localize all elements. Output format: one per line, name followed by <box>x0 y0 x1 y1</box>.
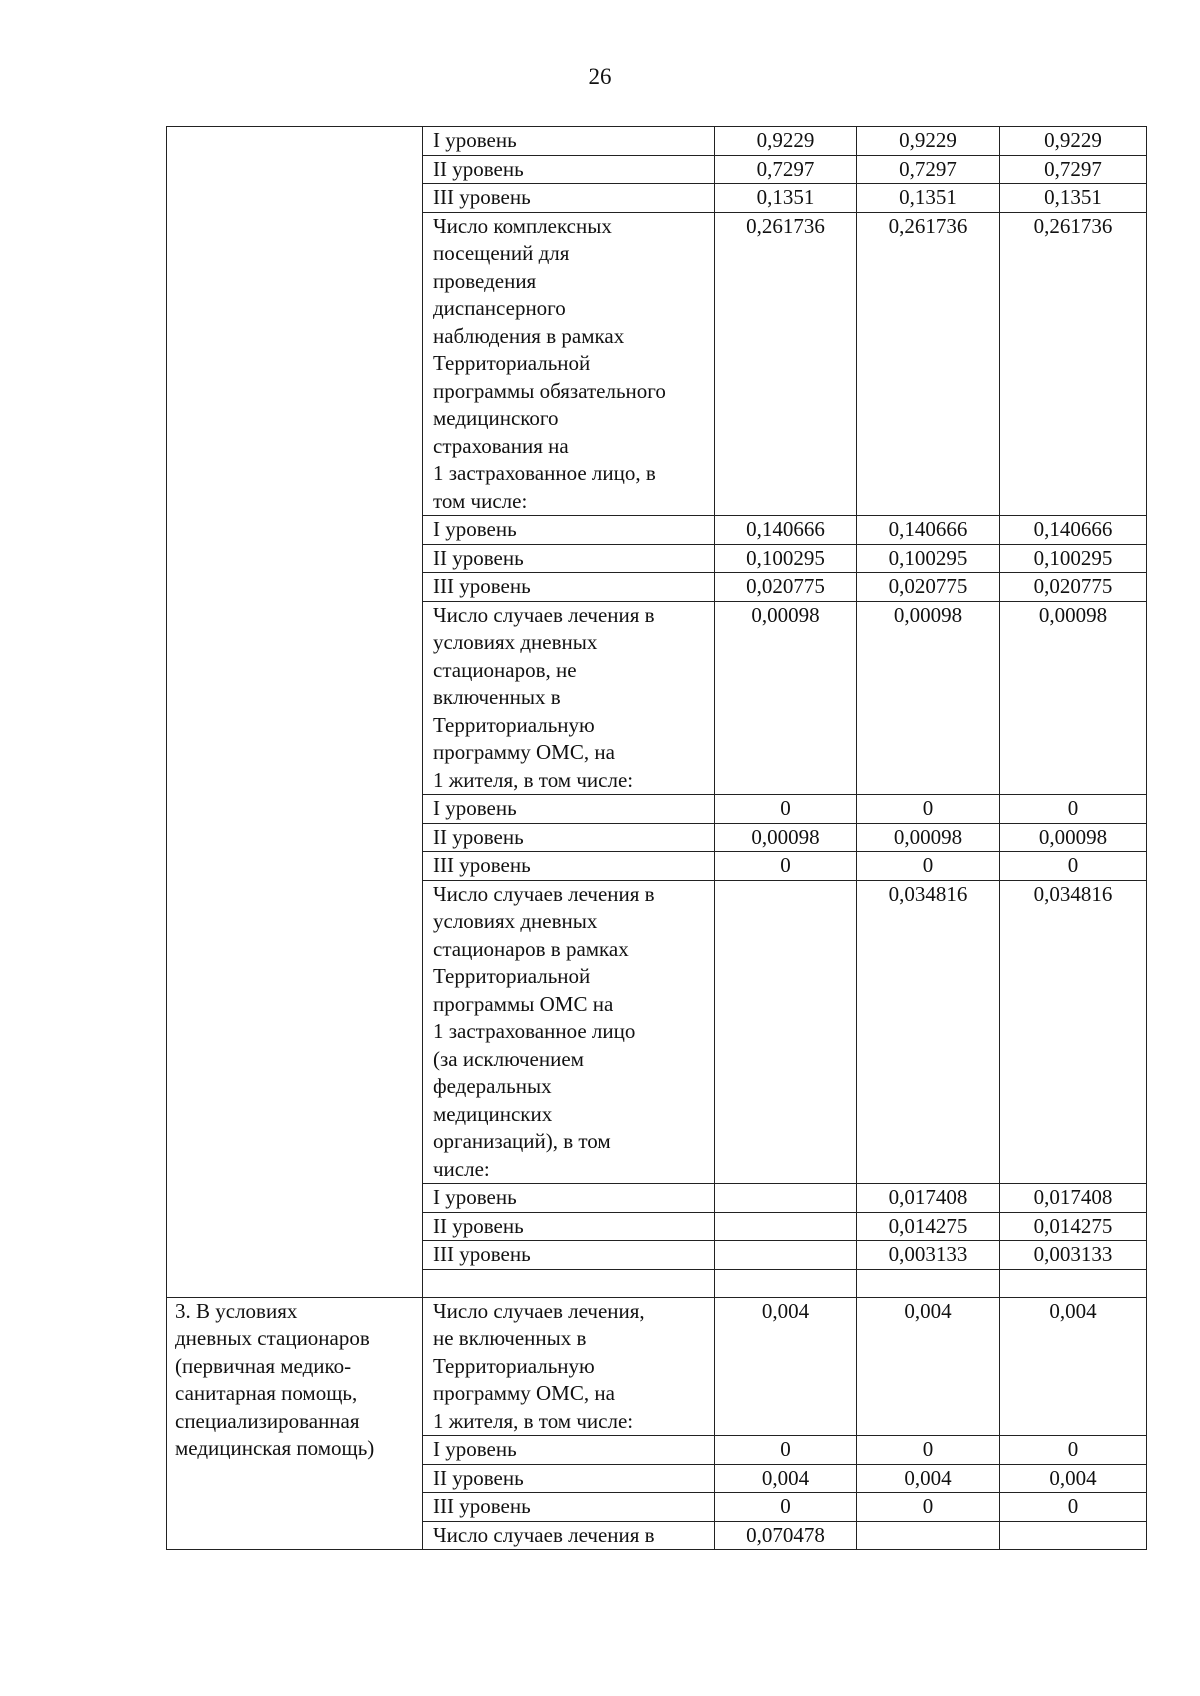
section-cell-empty <box>167 127 423 1298</box>
empty-cell <box>857 1269 1000 1297</box>
empty-cell <box>715 1269 857 1297</box>
row-label: I уровень <box>423 795 715 824</box>
value-cell: 0,261736 <box>1000 212 1147 516</box>
row-label: III уровень <box>423 573 715 602</box>
indicators-table <box>166 126 1147 1550</box>
value-cell: 0 <box>1000 795 1147 824</box>
value-cell: 0,020775 <box>857 573 1000 602</box>
section-title: 3. В условиях дневных стационаров (первичная медико- санитарная помощь, специализированная медицинская помощь) <box>167 1297 423 1550</box>
value-cell: 0,004 <box>1000 1297 1147 1436</box>
value-cell: 0,100295 <box>715 544 857 573</box>
row-label: III уровень <box>423 852 715 881</box>
value-cell: 0,7297 <box>857 155 1000 184</box>
page-number: 26 <box>588 64 612 89</box>
value-cell: 0,020775 <box>715 573 857 602</box>
row-label: II уровень <box>423 155 715 184</box>
row-label: Число случаев лечения в <box>423 1521 715 1550</box>
value-cell: 0 <box>1000 1493 1147 1522</box>
row-label: III уровень <box>423 1493 715 1522</box>
value-cell: 0,9229 <box>715 127 857 156</box>
row-label: II уровень <box>423 544 715 573</box>
value-cell: 0,1351 <box>715 184 857 213</box>
value-cell: 0,7297 <box>1000 155 1147 184</box>
value-cell: 0,9229 <box>1000 127 1147 156</box>
value-cell: 0,003133 <box>857 1241 1000 1270</box>
row-label: III уровень <box>423 184 715 213</box>
value-cell: 0 <box>1000 852 1147 881</box>
value-cell: 0,070478 <box>715 1521 857 1550</box>
value-cell <box>715 1184 857 1213</box>
row-label: I уровень <box>423 516 715 545</box>
value-cell: 0,261736 <box>857 212 1000 516</box>
value-cell: 0,140666 <box>1000 516 1147 545</box>
row-label: II уровень <box>423 1464 715 1493</box>
table-row <box>167 127 1147 156</box>
value-cell: 0,034816 <box>1000 880 1147 1184</box>
row-label: Число комплексных посещений для проведения диспансерного наблюдения в рамках Территориальной программы обязательного медицинского страхования на 1 застрахованное лицо, в том числе: <box>423 212 715 516</box>
empty-cell <box>1000 1269 1147 1297</box>
value-cell: 0,004 <box>857 1297 1000 1436</box>
value-cell: 0 <box>715 852 857 881</box>
row-label: Число случаев лечения, не включенных в Территориальную программу ОМС, на 1 жителя, в том числе: <box>423 1297 715 1436</box>
value-cell: 0,004 <box>857 1464 1000 1493</box>
value-cell <box>715 880 857 1184</box>
row-label: II уровень <box>423 1212 715 1241</box>
value-cell: 0 <box>715 795 857 824</box>
value-cell: 0,017408 <box>857 1184 1000 1213</box>
value-cell: 0,014275 <box>857 1212 1000 1241</box>
value-cell: 0,7297 <box>715 155 857 184</box>
table-row <box>167 1297 1147 1436</box>
value-cell: 0,100295 <box>1000 544 1147 573</box>
value-cell: 0,1351 <box>1000 184 1147 213</box>
value-cell: 0,140666 <box>715 516 857 545</box>
value-cell: 0,034816 <box>857 880 1000 1184</box>
row-label: I уровень <box>423 1436 715 1465</box>
value-cell: 0,014275 <box>1000 1212 1147 1241</box>
value-cell: 0,00098 <box>715 823 857 852</box>
value-cell: 0,9229 <box>857 127 1000 156</box>
value-cell: 0,004 <box>715 1464 857 1493</box>
value-cell: 0 <box>857 795 1000 824</box>
value-cell <box>715 1212 857 1241</box>
value-cell: 0 <box>715 1493 857 1522</box>
value-cell: 0,00098 <box>715 601 857 795</box>
value-cell: 0,140666 <box>857 516 1000 545</box>
value-cell: 0,1351 <box>857 184 1000 213</box>
value-cell <box>857 1521 1000 1550</box>
value-cell: 0 <box>857 1493 1000 1522</box>
value-cell: 0,00098 <box>1000 601 1147 795</box>
empty-cell <box>423 1269 715 1297</box>
value-cell: 0,003133 <box>1000 1241 1147 1270</box>
value-cell: 0,00098 <box>1000 823 1147 852</box>
value-cell: 0 <box>715 1436 857 1465</box>
value-cell: 0,004 <box>1000 1464 1147 1493</box>
value-cell: 0,00098 <box>857 823 1000 852</box>
value-cell: 0,017408 <box>1000 1184 1147 1213</box>
row-label: I уровень <box>423 1184 715 1213</box>
value-cell <box>1000 1521 1147 1550</box>
value-cell: 0 <box>1000 1436 1147 1465</box>
row-label: Число случаев лечения в условиях дневных стационаров, не включенных в Территориальную программу ОМС, на 1 жителя, в том числе: <box>423 601 715 795</box>
value-cell: 0,00098 <box>857 601 1000 795</box>
value-cell: 0,100295 <box>857 544 1000 573</box>
value-cell: 0 <box>857 852 1000 881</box>
row-label: II уровень <box>423 823 715 852</box>
value-cell <box>715 1241 857 1270</box>
value-cell: 0,004 <box>715 1297 857 1436</box>
row-label: I уровень <box>423 127 715 156</box>
value-cell: 0,261736 <box>715 212 857 516</box>
row-label: Число случаев лечения в условиях дневных стационаров в рамках Территориальной программы ОМС на 1 застрахованное лицо (за исключением федеральных медицинских организаций), в том числе: <box>423 880 715 1184</box>
value-cell: 0 <box>857 1436 1000 1465</box>
row-label: III уровень <box>423 1241 715 1270</box>
value-cell: 0,020775 <box>1000 573 1147 602</box>
